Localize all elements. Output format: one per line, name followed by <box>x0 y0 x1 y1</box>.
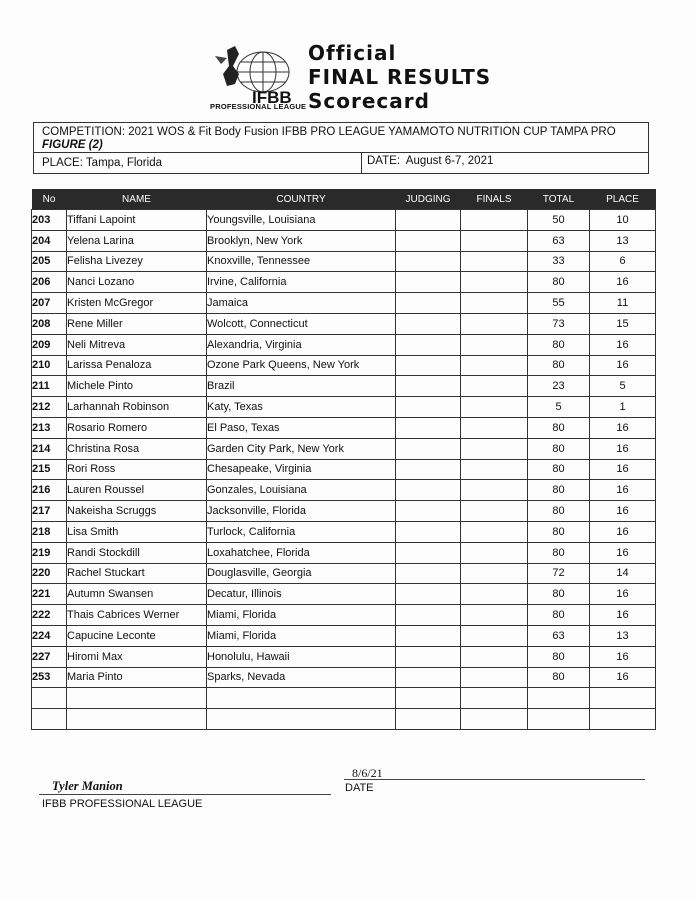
place-value: 6 <box>590 251 656 272</box>
finals-score <box>461 584 528 605</box>
row-number: 253 <box>32 667 67 688</box>
competitor-name: Nanci Lozano <box>67 272 207 293</box>
results-table <box>31 189 656 730</box>
column-header: FINALS <box>461 189 528 210</box>
competition-name: 2021 WOS & Fit Body Fusion IFBB PRO LEAGUE YAMAMOTO NUTRITION CUP TAMPA PRO <box>128 126 616 138</box>
table-row <box>32 625 656 646</box>
finals-score <box>461 313 528 334</box>
row-number: 219 <box>32 542 67 563</box>
finals-score <box>461 355 528 376</box>
place-value: 13 <box>590 230 656 251</box>
competitor-location: Katy, Texas <box>207 397 396 418</box>
judging-score <box>396 605 461 626</box>
competitor-location: Brooklyn, New York <box>207 230 396 251</box>
finals-score <box>461 417 528 438</box>
competitor-name: Autumn Swansen <box>67 584 207 605</box>
judging-score <box>396 480 461 501</box>
row-number: 221 <box>32 584 67 605</box>
row-number <box>32 709 67 730</box>
table-header-row <box>32 189 656 210</box>
competitor-location <box>207 709 396 730</box>
row-number: 211 <box>32 376 67 397</box>
competitor-name: Felisha Livezey <box>67 251 207 272</box>
competitor-location: Wolcott, Connecticut <box>207 313 396 334</box>
total-score: 80 <box>528 355 590 376</box>
competitor-location: Honolulu, Hawaii <box>207 646 396 667</box>
competitor-name: Maria Pinto <box>67 667 207 688</box>
place-value: 16 <box>590 417 656 438</box>
row-number: 209 <box>32 334 67 355</box>
competitor-name: Hiromi Max <box>67 646 207 667</box>
total-score: 80 <box>528 542 590 563</box>
judging-score <box>396 667 461 688</box>
table-row <box>32 646 656 667</box>
place-value: 16 <box>590 667 656 688</box>
competitor-location: Irvine, California <box>207 272 396 293</box>
total-score <box>528 688 590 709</box>
table-row <box>32 334 656 355</box>
table-row <box>32 376 656 397</box>
place-value: 11 <box>590 293 656 314</box>
judging-score <box>396 272 461 293</box>
table-row <box>32 230 656 251</box>
column-header: PLACE <box>590 189 656 210</box>
row-number: 203 <box>32 210 67 231</box>
place-value: 14 <box>590 563 656 584</box>
finals-score <box>461 210 528 231</box>
table-row <box>32 355 656 376</box>
title-line: FINAL RESULTS <box>308 65 492 89</box>
footer-date-value: 8/6/21 <box>352 766 383 780</box>
signature-line <box>39 794 331 795</box>
row-number: 218 <box>32 521 67 542</box>
competition-label: COMPETITION: <box>42 126 126 138</box>
row-number: 220 <box>32 563 67 584</box>
table-row <box>32 438 656 459</box>
competitor-name: Rachel Stuckart <box>67 563 207 584</box>
total-score: 80 <box>528 584 590 605</box>
place-value: 16 <box>590 605 656 626</box>
finals-score <box>461 688 528 709</box>
table-row <box>32 501 656 522</box>
table-row <box>32 605 656 626</box>
competitor-name: Larhannah Robinson <box>67 397 207 418</box>
judging-score <box>396 438 461 459</box>
competitor-name <box>67 688 207 709</box>
place-value <box>590 688 656 709</box>
table-row <box>32 542 656 563</box>
place-value: 16 <box>590 355 656 376</box>
finals-score <box>461 709 528 730</box>
table-row <box>32 397 656 418</box>
finals-score <box>461 542 528 563</box>
judging-score <box>396 521 461 542</box>
total-score: 63 <box>528 625 590 646</box>
table-row <box>32 272 656 293</box>
competitor-name <box>67 709 207 730</box>
place-value: Tampa, Florida <box>85 157 162 169</box>
column-header: COUNTRY <box>207 189 396 210</box>
competitor-name: Neli Mitreva <box>67 334 207 355</box>
title-line: Scorecard <box>308 89 430 113</box>
finals-score <box>461 563 528 584</box>
competitor-location: Ozone Park Queens, New York <box>207 355 396 376</box>
judging-score <box>396 355 461 376</box>
competitor-name: Capucine Leconte <box>67 625 207 646</box>
total-score: 80 <box>528 417 590 438</box>
column-header: NAME <box>67 189 207 210</box>
total-score: 73 <box>528 313 590 334</box>
judging-score <box>396 646 461 667</box>
competitor-location: Douglasville, Georgia <box>207 563 396 584</box>
row-number: 212 <box>32 397 67 418</box>
finals-score <box>461 397 528 418</box>
judging-score <box>396 563 461 584</box>
judging-score <box>396 251 461 272</box>
finals-score <box>461 251 528 272</box>
row-number: 205 <box>32 251 67 272</box>
total-score: 63 <box>528 230 590 251</box>
finals-score <box>461 438 528 459</box>
competitor-location: Youngsville, Louisiana <box>207 210 396 231</box>
judging-score <box>396 459 461 480</box>
column-header: JUDGING <box>396 189 461 210</box>
row-number: 204 <box>32 230 67 251</box>
table-row <box>32 709 656 730</box>
total-score: 80 <box>528 480 590 501</box>
judging-score <box>396 417 461 438</box>
table-row <box>32 251 656 272</box>
judging-score <box>396 210 461 231</box>
competitor-name: Nakeisha Scruggs <box>67 501 207 522</box>
table-row <box>32 521 656 542</box>
total-score: 72 <box>528 563 590 584</box>
total-score: 23 <box>528 376 590 397</box>
competitor-name: Randi Stockdill <box>67 542 207 563</box>
table-row <box>32 584 656 605</box>
table-row <box>32 210 656 231</box>
finals-score <box>461 501 528 522</box>
row-number: 208 <box>32 313 67 334</box>
competitor-name: Larissa Penaloza <box>67 355 207 376</box>
row-number <box>32 688 67 709</box>
place-value: 16 <box>590 584 656 605</box>
place-value: 16 <box>590 480 656 501</box>
competitor-location: Knoxville, Tennessee <box>207 251 396 272</box>
finals-score <box>461 521 528 542</box>
signature-label: IFBB PROFESSIONAL LEAGUE <box>42 798 203 810</box>
total-score: 80 <box>528 646 590 667</box>
place-value: 16 <box>590 646 656 667</box>
competitor-location: Decatur, Illinois <box>207 584 396 605</box>
finals-score <box>461 480 528 501</box>
table-row <box>32 480 656 501</box>
competitor-location: Miami, Florida <box>207 625 396 646</box>
place-value: 16 <box>590 459 656 480</box>
total-score: 33 <box>528 251 590 272</box>
competitor-location: Turlock, California <box>207 521 396 542</box>
row-number: 227 <box>32 646 67 667</box>
place-value: 1 <box>590 397 656 418</box>
row-number: 214 <box>32 438 67 459</box>
total-score: 80 <box>528 459 590 480</box>
row-number: 224 <box>32 625 67 646</box>
competitor-location: El Paso, Texas <box>207 417 396 438</box>
column-header: TOTAL <box>528 189 590 210</box>
place-label: PLACE: <box>42 157 83 169</box>
competitor-location: Jacksonville, Florida <box>207 501 396 522</box>
table-row <box>32 293 656 314</box>
finals-score <box>461 230 528 251</box>
place-value: 10 <box>590 210 656 231</box>
competitor-name: Tiffani Lapoint <box>67 210 207 231</box>
total-score <box>528 709 590 730</box>
place-value: 16 <box>590 272 656 293</box>
column-header: No <box>32 189 67 210</box>
judging-score <box>396 230 461 251</box>
competitor-name: Michele Pinto <box>67 376 207 397</box>
competition-division: FIGURE (2) <box>42 139 103 151</box>
table-row <box>32 417 656 438</box>
finals-score <box>461 272 528 293</box>
total-score: 80 <box>528 272 590 293</box>
finals-score <box>461 293 528 314</box>
finals-score <box>461 625 528 646</box>
competition-box <box>33 122 649 174</box>
judging-score <box>396 397 461 418</box>
competitor-location: Jamaica <box>207 293 396 314</box>
logo-text: IFBB <box>252 88 292 107</box>
date-value: August 6-7, 2021 <box>405 155 494 167</box>
finals-score <box>461 459 528 480</box>
table-row <box>32 563 656 584</box>
row-number: 213 <box>32 417 67 438</box>
table-row <box>32 313 656 334</box>
competitor-name: Lisa Smith <box>67 521 207 542</box>
page-title <box>308 41 491 113</box>
place-value: 16 <box>590 542 656 563</box>
competitor-location: Miami, Florida <box>207 605 396 626</box>
competitor-name: Rene Miller <box>67 313 207 334</box>
logo-subtext: PROFESSIONAL LEAGUE <box>210 102 307 111</box>
place-value: 5 <box>590 376 656 397</box>
total-score: 80 <box>528 501 590 522</box>
finals-score <box>461 667 528 688</box>
total-score: 5 <box>528 397 590 418</box>
competitor-name: Rori Ross <box>67 459 207 480</box>
place-value: 16 <box>590 501 656 522</box>
total-score: 80 <box>528 667 590 688</box>
row-number: 222 <box>32 605 67 626</box>
place-value: 16 <box>590 334 656 355</box>
date-line <box>344 779 645 780</box>
competitor-name: Christina Rosa <box>67 438 207 459</box>
competitor-name: Thais Cabrices Werner <box>67 605 207 626</box>
judging-score <box>396 542 461 563</box>
row-number: 215 <box>32 459 67 480</box>
competitor-location: Chesapeake, Virginia <box>207 459 396 480</box>
row-number: 210 <box>32 355 67 376</box>
title-line: Official <box>308 41 397 65</box>
total-score: 55 <box>528 293 590 314</box>
finals-score <box>461 334 528 355</box>
total-score: 80 <box>528 334 590 355</box>
finals-score <box>461 605 528 626</box>
place-value <box>590 709 656 730</box>
competitor-location <box>207 688 396 709</box>
place-value: 16 <box>590 521 656 542</box>
judging-score <box>396 584 461 605</box>
judging-score <box>396 334 461 355</box>
total-score: 80 <box>528 605 590 626</box>
judging-score <box>396 376 461 397</box>
competitor-location: Garden City Park, New York <box>207 438 396 459</box>
table-row <box>32 688 656 709</box>
competitor-name: Yelena Larina <box>67 230 207 251</box>
table-row <box>32 667 656 688</box>
row-number: 207 <box>32 293 67 314</box>
judging-score <box>396 625 461 646</box>
row-number: 217 <box>32 501 67 522</box>
place-value: 13 <box>590 625 656 646</box>
finals-score <box>461 646 528 667</box>
place-value: 15 <box>590 313 656 334</box>
place-value: 16 <box>590 438 656 459</box>
row-number: 206 <box>32 272 67 293</box>
judging-score <box>396 293 461 314</box>
judging-score <box>396 313 461 334</box>
judging-score <box>396 709 461 730</box>
finals-score <box>461 376 528 397</box>
competitor-location: Brazil <box>207 376 396 397</box>
competitor-location: Gonzales, Louisiana <box>207 480 396 501</box>
total-score: 80 <box>528 438 590 459</box>
date-label: DATE: <box>367 155 401 167</box>
total-score: 50 <box>528 210 590 231</box>
table-row <box>32 459 656 480</box>
competitor-name: Kristen McGregor <box>67 293 207 314</box>
competitor-name: Rosario Romero <box>67 417 207 438</box>
competitor-location: Alexandria, Virginia <box>207 334 396 355</box>
signature: Tyler Manion <box>52 779 123 793</box>
judging-score <box>396 501 461 522</box>
footer-date-label: DATE <box>345 782 374 794</box>
competitor-location: Loxahatchee, Florida <box>207 542 396 563</box>
total-score: 80 <box>528 521 590 542</box>
judging-score <box>396 688 461 709</box>
competitor-name: Lauren Roussel <box>67 480 207 501</box>
row-number: 216 <box>32 480 67 501</box>
competitor-location: Sparks, Nevada <box>207 667 396 688</box>
